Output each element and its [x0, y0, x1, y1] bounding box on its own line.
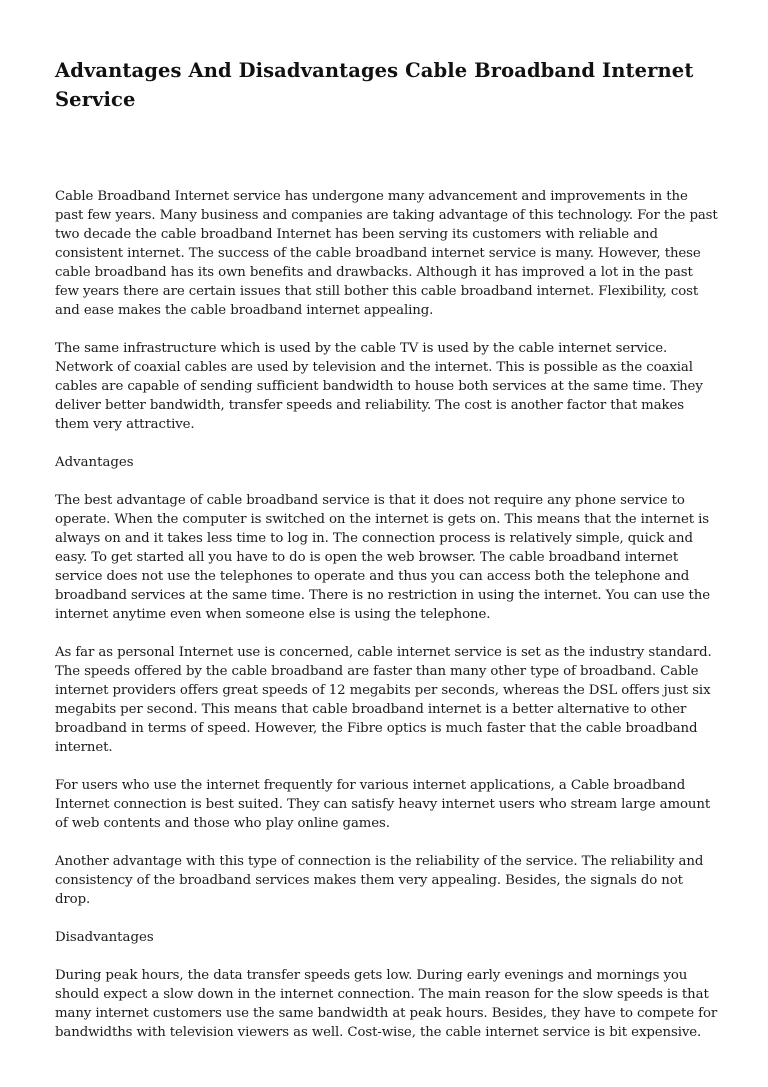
paragraph-infrastructure: The same infrastructure which is used by the cable TV is used by the cable internet service. Network of coaxial cables are used by television and the internet. This is possible as the coaxial cables are capable of sending sufficient bandwidth to house both services at the same time. They deliver better bandwidth, transfer speeds and reliability. The cost is another factor that makes them very attractive. [55, 341, 703, 432]
paragraph-heavy-users: For users who use the internet frequently for various internet applications, a Cable broadband Internet connection is best suited. They can satisfy heavy internet users who stream large amount of web contents and those who play online games. [55, 778, 711, 831]
section-heading-disadvantages: Disadvantages [55, 930, 154, 945]
document-body [55, 187, 719, 1042]
paragraph-speed: As far as personal Internet use is concerned, cable internet service is set as the industry standard. The speeds offered by the cable broadband are faster than many other type of broadband. Cable internet providers offers great speeds of 12 megabits per seconds, whereas the DSL offers just six megabits per second. This means that cable broadband internet is a better alternative to other broadband in terms of speed. However, the Fibre optics is much faster that the cable broadband internet. [55, 645, 712, 755]
paragraph-no-phone-service: The best advantage of cable broadband service is that it does not require any phone service to operate. When the computer is switched on the internet is gets on. This means that the internet is always on and it takes less time to log in. The connection process is relatively simple, quick and easy. To get started all you have to do is open the web browser. The cable broadband internet service does not use the telephones to operate and thus you can access both the telephone and broadband services at the same time. There is no restriction in using the internet. You can use the internet anytime even when someone else is using the telephone. [55, 493, 710, 622]
paragraph-peak-hours: During peak hours, the data transfer speeds gets low. During early evenings and mornings you should expect a slow down in the internet connection. The main reason for the slow speeds is that many internet customers use the same bandwidth at peak hours. Besides, they have to compete for bandwidths with television viewers as well. Cost-wise, the cable internet service is bit expensive. [55, 968, 718, 1040]
document-title: Advantages And Disadvantages Cable Broadband Internet Service [55, 59, 694, 111]
paragraph-intro: Cable Broadband Internet service has undergone many advancement and improvements in the past few years. Many business and companies are taking advantage of this technology. For the past two decade the cable broadband Internet has been serving its customers with reliable and consistent internet. The success of the cable broadband internet service is many. However, these cable broadband has its own benefits and drawbacks. Although it has improved a lot in the past few years there are certain issues that still bother this cable broadband internet. Flexibility, cost and ease makes the cable broadband internet appealing. [55, 189, 718, 318]
section-heading-advantages: Advantages [55, 455, 134, 470]
document-page [55, 56, 719, 1061]
paragraph-reliability: Another advantage with this type of connection is the reliability of the service. The reliability and consistency of the broadband services makes them very appealing. Besides, the signals do not drop. [55, 854, 704, 907]
